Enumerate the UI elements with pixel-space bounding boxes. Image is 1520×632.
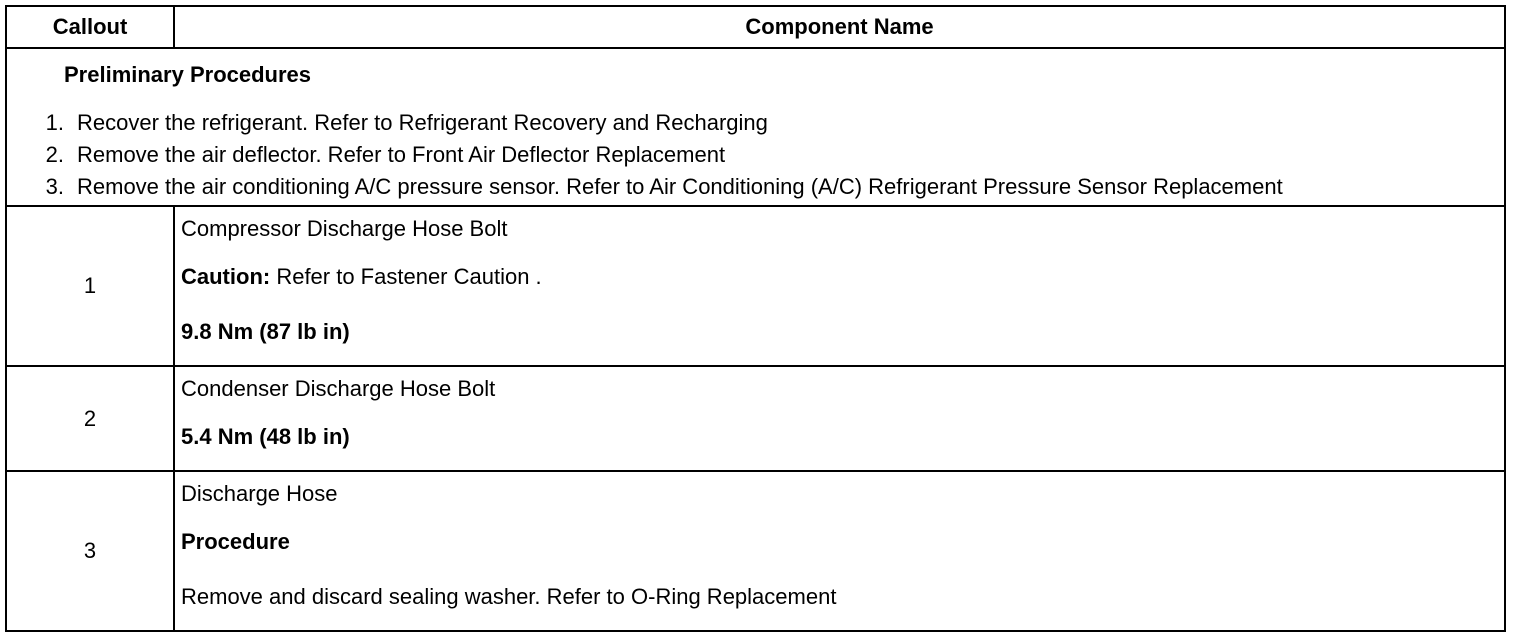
callout-number: 1 xyxy=(6,206,174,366)
procedure-label: Procedure xyxy=(181,529,290,554)
table-row xyxy=(6,366,1505,471)
callout-column-header: Callout xyxy=(6,6,174,48)
component-cell xyxy=(174,471,1505,631)
caution-note xyxy=(181,255,1504,310)
list-item xyxy=(7,107,1504,139)
step-number: 3. xyxy=(45,174,64,199)
caution-text: Refer to Fastener Caution . xyxy=(270,264,542,289)
component-name: Condenser Discharge Hose Bolt xyxy=(181,376,496,401)
preliminary-cell xyxy=(6,48,1505,206)
component-name: Compressor Discharge Hose Bolt xyxy=(181,216,508,241)
torque-spec: 9.8 Nm (87 lb in) xyxy=(181,319,350,344)
table-row xyxy=(6,471,1505,631)
procedure-table xyxy=(5,5,1506,632)
preliminary-row xyxy=(6,48,1505,206)
list-item xyxy=(7,171,1504,203)
procedure-text: Remove and discard sealing washer. Refer to O-Ring Replacement xyxy=(181,584,837,609)
component-cell xyxy=(174,206,1505,366)
list-item xyxy=(7,139,1504,171)
torque-spec: 5.4 Nm (48 lb in) xyxy=(181,424,350,449)
component-cell xyxy=(174,366,1505,471)
step-text: Remove the air deflector. Refer to Front Air Deflector Replacement xyxy=(77,142,726,167)
preliminary-steps-list xyxy=(7,107,1504,203)
component-name-column-header: Component Name xyxy=(174,6,1505,48)
table-row xyxy=(6,206,1505,366)
component-name: Discharge Hose xyxy=(181,481,338,506)
callout-number: 3 xyxy=(6,471,174,631)
table-header-row xyxy=(6,6,1505,48)
step-number: 1. xyxy=(45,110,64,135)
caution-label: Caution: xyxy=(181,264,271,289)
step-number: 2. xyxy=(45,142,64,167)
step-text: Remove the air conditioning A/C pressure sensor. Refer to Air Conditioning (A/C) Refrigerant Pressure Sensor Replacement xyxy=(77,174,1283,199)
preliminary-title: Preliminary Procedures xyxy=(64,62,312,87)
step-text: Recover the refrigerant. Refer to Refrigerant Recovery and Recharging xyxy=(77,110,768,135)
callout-number: 2 xyxy=(6,366,174,471)
